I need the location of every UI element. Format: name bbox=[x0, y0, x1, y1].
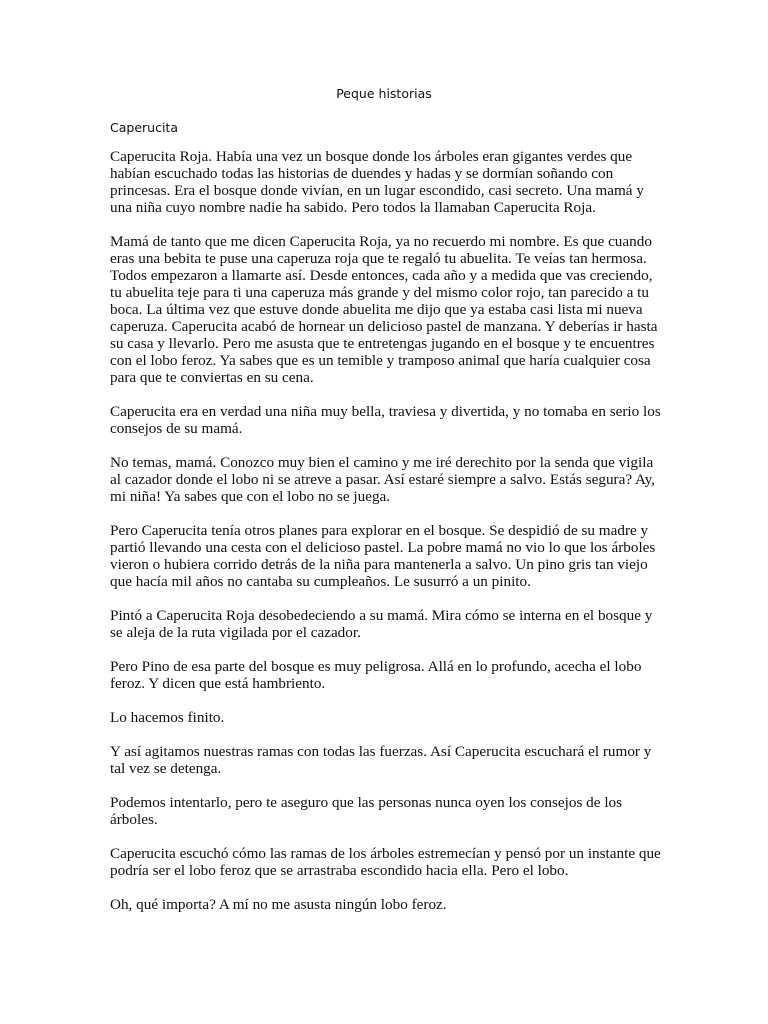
story-body bbox=[110, 148, 665, 930]
paragraph: Pero Caperucita tenía otros planes para explorar en el bosque. Se despidió de su madre y partió llevando una cesta con el delicioso pastel. La pobre mamá no vio lo que los árboles vieron o hubiera corrido detrás de la niña para mantenerla a salvo. Un pino gris tan viejo que hacía mil años no cantaba su cumpleaños. Le susurró a un pinito. bbox=[110, 522, 656, 590]
paragraph: Pero Pino de esa parte del bosque es muy peligrosa. Allá en lo profundo, acecha el lobo feroz. Y dicen que está hambriento. bbox=[110, 658, 642, 692]
paragraph: Podemos intentarlo, pero te aseguro que las personas nunca oyen los consejos de los árboles. bbox=[110, 794, 623, 828]
paragraph: Caperucita Roja. Había una vez un bosque donde los árboles eran gigantes verdes que habían escuchado todas las historias de duendes y hadas y se dormían soñando con princesas. Era el bosque donde vivían, en un lugar escondido, casi secreto. Una mamá y una niña cuyo nombre nadie ha sabido. Pero todos la llamaban Caperucita Roja. bbox=[110, 148, 644, 216]
paragraph: No temas, mamá. Conozco muy bien el camino y me iré derechito por la senda que vigila al cazador donde el lobo ni se atreve a pasar. Así estaré siempre a salvo. Estás segura? Ay, mi niña! Ya sabes que con el lobo no se juega. bbox=[110, 454, 656, 505]
paragraph: Y así agitamos nuestras ramas con todas las fuerzas. Así Caperucita escuchará el rumor y tal vez se detenga. bbox=[110, 743, 652, 777]
paragraph: Pintó a Caperucita Roja desobedeciendo a su mamá. Mira cómo se interna en el bosque y se aleja de la ruta vigilada por el cazador. bbox=[110, 607, 653, 641]
paragraph: Caperucita escuchó cómo las ramas de los árboles estremecían y pensó por un instante que podría ser el lobo feroz que se arrastraba escondido hacia ella. Pero el lobo. bbox=[110, 845, 661, 879]
paragraph: Oh, qué importa? A mí no me asusta ningún lobo feroz. bbox=[110, 896, 447, 913]
story-subtitle: Caperucita bbox=[110, 120, 178, 135]
paragraph: Caperucita era en verdad una niña muy bella, traviesa y divertida, y no tomaba en serio los consejos de su mamá. bbox=[110, 403, 661, 437]
paragraph: Mamá de tanto que me dicen Caperucita Roja, ya no recuerdo mi nombre. Es que cuando eras una bebita te puse una caperuza roja que te regaló tu abuelita. Te veías tan hermosa. Todos empezaron a llamarte así. Desde entonces, cada año y a medida que vas creciendo, tu abuelita teje para ti una caperuza más grande y del mismo color rojo, tan parecido a tu boca. La última vez que estuve donde abuelita me dijo que ya estaba casi lista mi nueva caperuza. Caperucita acabó de hornear un delicioso pastel de manzana. Y deberías ir hasta su casa y llevarlo. Pero me asusta que te entretengas jugando en el bosque y te encuentres con el lobo feroz. Ya sabes que es un temible y tramposo animal que haría cualquier cosa para que te conviertas en su cena. bbox=[110, 233, 658, 386]
paragraph: Lo hacemos finito. bbox=[110, 709, 225, 726]
page-title: Peque historias bbox=[336, 86, 432, 101]
